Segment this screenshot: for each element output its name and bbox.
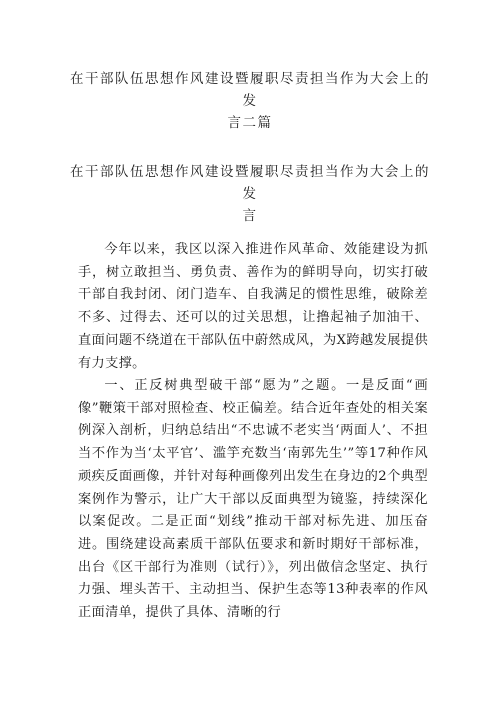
paragraph-text: 今年以来，我区以深入推进作风革命、效能建设为抓手，树立敢担当、勇负责、善作为的鲜明导向，切实打破干部自我封闭、闭门造车、自我满足的惯性思维，破除差不多、过得去、还可以的过关思想，让撸起袖子加油干、直面问题不绕道在干部队伍中蔚然成风，为X跨越发展提供有力支撑。 bbox=[78, 242, 428, 371]
body-paragraph-intro bbox=[78, 239, 428, 375]
speech-title-line-1: 在干部队伍思想作风建设暨履职尽责担当作为大会上的发 bbox=[70, 164, 430, 202]
paragraph-text: 一、正反树典型破干部“愿为”之题。一是反面“画像”鞭策干部对照检查、校正偏差。结合近年查处的相关案例深入剖析，归纳总结出“不忠诚不老实当‘两面人’、不担当不作为当‘太平官’、滥竽充数当‘南郭先生’”等17种作风顽疾反面画像，并针对每种画像列出发生在身边的2个典型案例作为警示，让广大干部以反面典型为镜鉴，持续深化以案促改。二是正面“划线”推动干部对标先进、加压奋进。围绕建设高素质干部队伍要求和新时期好干部标准，出台《区干部行为准则（试行）》，列出做信念坚定、执行力强、埋头苦干、主动担当、保护生态等13种表率的作风正面清单，提供了具体、清晰的行 bbox=[78, 378, 428, 621]
body-paragraph-section-one bbox=[78, 375, 428, 625]
speech-title bbox=[70, 161, 430, 227]
document-title-line-2: 言二篇 bbox=[227, 115, 273, 131]
document-title bbox=[70, 68, 430, 134]
speech-title-line-2: 言 bbox=[242, 208, 258, 224]
document-title-line-1: 在干部队伍思想作风建设暨履职尽责担当作为大会上的发 bbox=[70, 71, 430, 109]
